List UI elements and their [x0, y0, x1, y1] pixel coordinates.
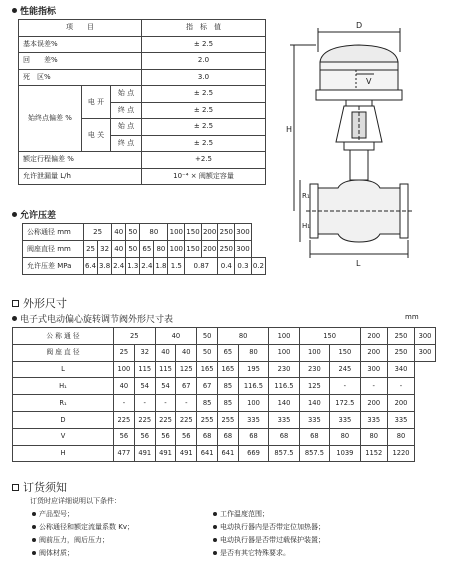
dim-cell: 115	[155, 361, 176, 378]
dim-cell: 150	[299, 328, 360, 345]
dim-cell: -	[114, 395, 135, 412]
dimension-row	[13, 445, 436, 462]
pressure-cell: 0.2	[251, 258, 265, 275]
ordering-heading: 订货须知	[12, 479, 67, 495]
dim-cell: 68	[238, 428, 268, 445]
dim-cell: 68	[269, 428, 299, 445]
dim-cell: 1039	[330, 445, 360, 462]
bullet-icon	[12, 8, 17, 13]
nominal-label: 公 称 通 径	[13, 328, 114, 345]
dim-cell: 335	[360, 411, 387, 428]
pressure-cell: 100	[168, 224, 185, 241]
start-label: 始 点	[111, 119, 142, 136]
dim-cell: 335	[330, 411, 360, 428]
dim-cell: 54	[134, 378, 155, 395]
bullet-icon	[32, 525, 36, 529]
row-value: ± 2.5	[142, 86, 266, 103]
dim-cell: -	[387, 378, 414, 395]
pressure-cell: 0.3	[235, 258, 252, 275]
dim-cell: 54	[155, 378, 176, 395]
bullet-icon	[213, 551, 217, 555]
dimension-row-label: D	[13, 411, 114, 428]
dim-cell: 200	[360, 328, 387, 345]
pressure-cell: 2.4	[112, 258, 126, 275]
pressure-table	[22, 223, 266, 275]
pressure-cell: 3.8	[98, 258, 112, 275]
pressure-cell: 65	[140, 241, 154, 258]
dim-cell: 250	[387, 344, 414, 361]
pressure-cell: 80	[154, 241, 168, 258]
dim-cell: 491	[155, 445, 176, 462]
dim-cell: 56	[114, 428, 135, 445]
pressure-cell: 50	[126, 224, 140, 241]
row-value: 10⁻⁴ × 阀额定容量	[142, 168, 266, 185]
end-label: 终 点	[111, 102, 142, 119]
label-l: L	[356, 259, 361, 268]
ordering-intro: 订货时应详细说明以下条件：	[30, 497, 121, 505]
dim-cell: 125	[299, 378, 329, 395]
dimension-row	[13, 361, 436, 378]
pressure-cell: 1.3	[126, 258, 140, 275]
dim-cell: 200	[360, 395, 387, 412]
pressure-cell: 2.4	[140, 258, 154, 275]
dim-cell: 669	[238, 445, 268, 462]
dim-cell: 85	[197, 395, 218, 412]
pressure-cell: 25	[84, 224, 112, 241]
dim-cell: 56	[176, 428, 197, 445]
order-item: 工作温度范围；	[213, 509, 269, 519]
dim-cell: -	[360, 378, 387, 395]
row-value: 3.0	[142, 69, 266, 86]
dim-cell: 67	[176, 378, 197, 395]
dim-cell: 335	[238, 411, 268, 428]
bullet-icon	[213, 525, 217, 529]
dim-cell: 50	[197, 344, 218, 361]
dim-cell: 40	[176, 344, 197, 361]
dim-cell: 477	[114, 445, 135, 462]
dim-cell: 335	[387, 411, 414, 428]
dim-cell: 641	[217, 445, 238, 462]
pressure-cell: 32	[98, 241, 112, 258]
dim-cell: 172.5	[330, 395, 360, 412]
pressure-row-label: 阀座直径 mm	[23, 241, 84, 258]
row-item: 额定行程偏差 %	[19, 152, 142, 169]
close-label: 电 关	[82, 119, 111, 152]
dim-cell: 150	[330, 344, 360, 361]
dimension-row-label: V	[13, 428, 114, 445]
row-item: 基本误差%	[19, 36, 142, 53]
start-end-label: 始终点偏差 %	[19, 86, 82, 152]
performance-heading: 性能指标	[12, 4, 56, 17]
header-value: 指 标 值	[142, 20, 266, 37]
dim-cell: 1220	[387, 445, 414, 462]
valve-body	[316, 180, 402, 242]
dimension-row	[13, 378, 436, 395]
dim-cell: 857.5	[299, 445, 329, 462]
dim-cell: 245	[330, 361, 360, 378]
dim-cell: 225	[114, 411, 135, 428]
dim-cell: 641	[197, 445, 218, 462]
row-value: 2.0	[142, 53, 266, 70]
dim-cell: -	[330, 378, 360, 395]
dim-cell: 85	[217, 395, 238, 412]
dim-cell: 230	[269, 361, 299, 378]
bullet-icon	[32, 551, 36, 555]
dim-cell: 230	[299, 361, 329, 378]
order-item: 阀前压力，阀后压力；	[32, 535, 109, 545]
pressure-cell: 200	[201, 224, 218, 241]
dim-cell: 857.5	[269, 445, 299, 462]
dim-cell: 140	[269, 395, 299, 412]
dim-cell: 255	[197, 411, 218, 428]
dim-cell: 115	[134, 361, 155, 378]
dim-cell: 225	[176, 411, 197, 428]
dimension-table	[12, 327, 436, 462]
dim-cell: 25	[114, 328, 156, 345]
dimension-table-title: 电子式电动偏心旋转调节阀外形尺寸表	[12, 312, 173, 325]
dim-cell: 85	[217, 378, 238, 395]
dimension-row-label: L	[13, 361, 114, 378]
pressure-cell: 100	[168, 241, 185, 258]
start-label: 始 点	[111, 86, 142, 103]
pressure-cell: 300	[235, 241, 252, 258]
actuator-body	[320, 62, 398, 90]
dim-cell: 491	[134, 445, 155, 462]
pressure-cell: 40	[112, 241, 126, 258]
bullet-icon	[213, 512, 217, 516]
dim-cell: 125	[176, 361, 197, 378]
row-item: 回 差%	[19, 53, 142, 70]
dimension-row	[13, 395, 436, 412]
dim-cell: 100	[269, 344, 299, 361]
dim-cell: 200	[360, 344, 387, 361]
pressure-cell: 200	[201, 241, 218, 258]
square-bullet-icon	[12, 300, 19, 307]
dim-cell: 68	[217, 428, 238, 445]
dim-cell: 195	[238, 361, 268, 378]
dim-cell: 491	[176, 445, 197, 462]
dim-cell: -	[176, 395, 197, 412]
dim-cell: 80	[330, 428, 360, 445]
order-item: 电动执行器内是否带定位加热器；	[213, 522, 325, 532]
dim-cell: 340	[387, 361, 414, 378]
unit-label: mm	[405, 313, 419, 321]
dim-cell: 165	[217, 361, 238, 378]
dim-cell: 80	[387, 428, 414, 445]
label-h: H	[286, 125, 293, 134]
pressure-cell: 0.87	[185, 258, 218, 275]
dimension-row-label: R₁	[13, 395, 114, 412]
dim-cell: 300	[415, 344, 436, 361]
pressure-cell: 150	[185, 241, 202, 258]
bullet-icon	[32, 538, 36, 542]
dim-cell: 1152	[360, 445, 387, 462]
dim-cell: 65	[217, 344, 238, 361]
pressure-row-label: 公称通径 mm	[23, 224, 84, 241]
dim-cell: 140	[299, 395, 329, 412]
dim-cell: 56	[134, 428, 155, 445]
label-v: V	[366, 77, 372, 86]
dim-cell: 335	[269, 411, 299, 428]
label-d: D	[356, 21, 363, 30]
order-item: 阀体材质；	[32, 548, 74, 558]
dim-cell: 100	[238, 395, 268, 412]
pressure-row-label: 允许压差 MPa	[23, 258, 84, 275]
dim-cell: 50	[197, 328, 218, 345]
dim-cell: 300	[360, 361, 387, 378]
dim-cell: 165	[197, 361, 218, 378]
dim-cell: 80	[217, 328, 268, 345]
row-value: ± 2.5	[142, 135, 266, 152]
header-item: 项 目	[19, 20, 142, 37]
dim-cell: 40	[155, 328, 197, 345]
label-r1: R₁	[302, 192, 310, 200]
dim-cell: 255	[217, 411, 238, 428]
dim-cell: 100	[299, 344, 329, 361]
pressure-cell: 300	[235, 224, 252, 241]
bullet-icon	[12, 212, 17, 217]
dimension-row	[13, 411, 436, 428]
dim-cell: 225	[155, 411, 176, 428]
actuator-cover	[320, 45, 398, 62]
square-bullet-icon	[12, 484, 19, 491]
dim-cell: 116.5	[238, 378, 268, 395]
dim-cell: 56	[155, 428, 176, 445]
dim-cell: 67	[197, 378, 218, 395]
pressure-heading: 允许压差	[12, 208, 56, 221]
dimension-row	[13, 428, 436, 445]
dim-cell: 200	[387, 395, 414, 412]
pressure-cell: 40	[112, 224, 126, 241]
row-value: +2.5	[142, 152, 266, 169]
dim-cell: 40	[114, 378, 135, 395]
pressure-cell: 80	[140, 224, 168, 241]
pressure-cell: 1.5	[168, 258, 185, 275]
pressure-cell: 0.4	[218, 258, 235, 275]
bullet-icon	[32, 512, 36, 516]
pressure-cell: 25	[84, 241, 98, 258]
performance-table	[18, 19, 266, 185]
pressure-cell: 150	[185, 224, 202, 241]
row-value: ± 2.5	[142, 102, 266, 119]
dim-cell: 80	[238, 344, 268, 361]
order-item: 公称通径和额定流量系数 Kv；	[32, 522, 134, 532]
dim-cell: 100	[269, 328, 299, 345]
open-label: 电 开	[82, 86, 111, 119]
dimensions-heading: 外形尺寸	[12, 295, 67, 311]
order-item: 电动执行器是否带过载保护装置；	[213, 535, 325, 545]
pressure-cell: 1.8	[154, 258, 168, 275]
row-value: ± 2.5	[142, 36, 266, 53]
dim-cell: 32	[134, 344, 155, 361]
dim-cell: 68	[197, 428, 218, 445]
seat-label: 阀 座 直 径	[13, 344, 114, 361]
dim-cell: 25	[114, 344, 135, 361]
dim-cell: 40	[155, 344, 176, 361]
dim-cell: 300	[415, 328, 436, 345]
order-item: 产品型号；	[32, 509, 74, 519]
bullet-icon	[12, 316, 17, 321]
row-item: 死 区%	[19, 69, 142, 86]
dim-cell: 80	[360, 428, 387, 445]
dim-cell: 100	[114, 361, 135, 378]
pressure-cell: 6.4	[84, 258, 98, 275]
dimension-row-label: H	[13, 445, 114, 462]
pressure-cell: 250	[218, 224, 235, 241]
dim-cell: -	[134, 395, 155, 412]
dimension-row-label: H₁	[13, 378, 114, 395]
pressure-cell: 250	[218, 241, 235, 258]
dim-cell: 250	[387, 328, 414, 345]
bullet-icon	[213, 538, 217, 542]
label-h1: H₁	[302, 222, 311, 230]
valve-drawing	[286, 12, 446, 272]
order-item: 是否有其它特殊要求。	[213, 548, 290, 558]
dim-cell: -	[155, 395, 176, 412]
pressure-cell: 50	[126, 241, 140, 258]
end-label: 终 点	[111, 135, 142, 152]
dim-cell: 68	[299, 428, 329, 445]
row-item: 允许泄漏量 L/h	[19, 168, 142, 185]
dim-cell: 335	[299, 411, 329, 428]
dim-cell: 116.5	[269, 378, 299, 395]
row-value: ± 2.5	[142, 119, 266, 136]
dim-cell: 225	[134, 411, 155, 428]
